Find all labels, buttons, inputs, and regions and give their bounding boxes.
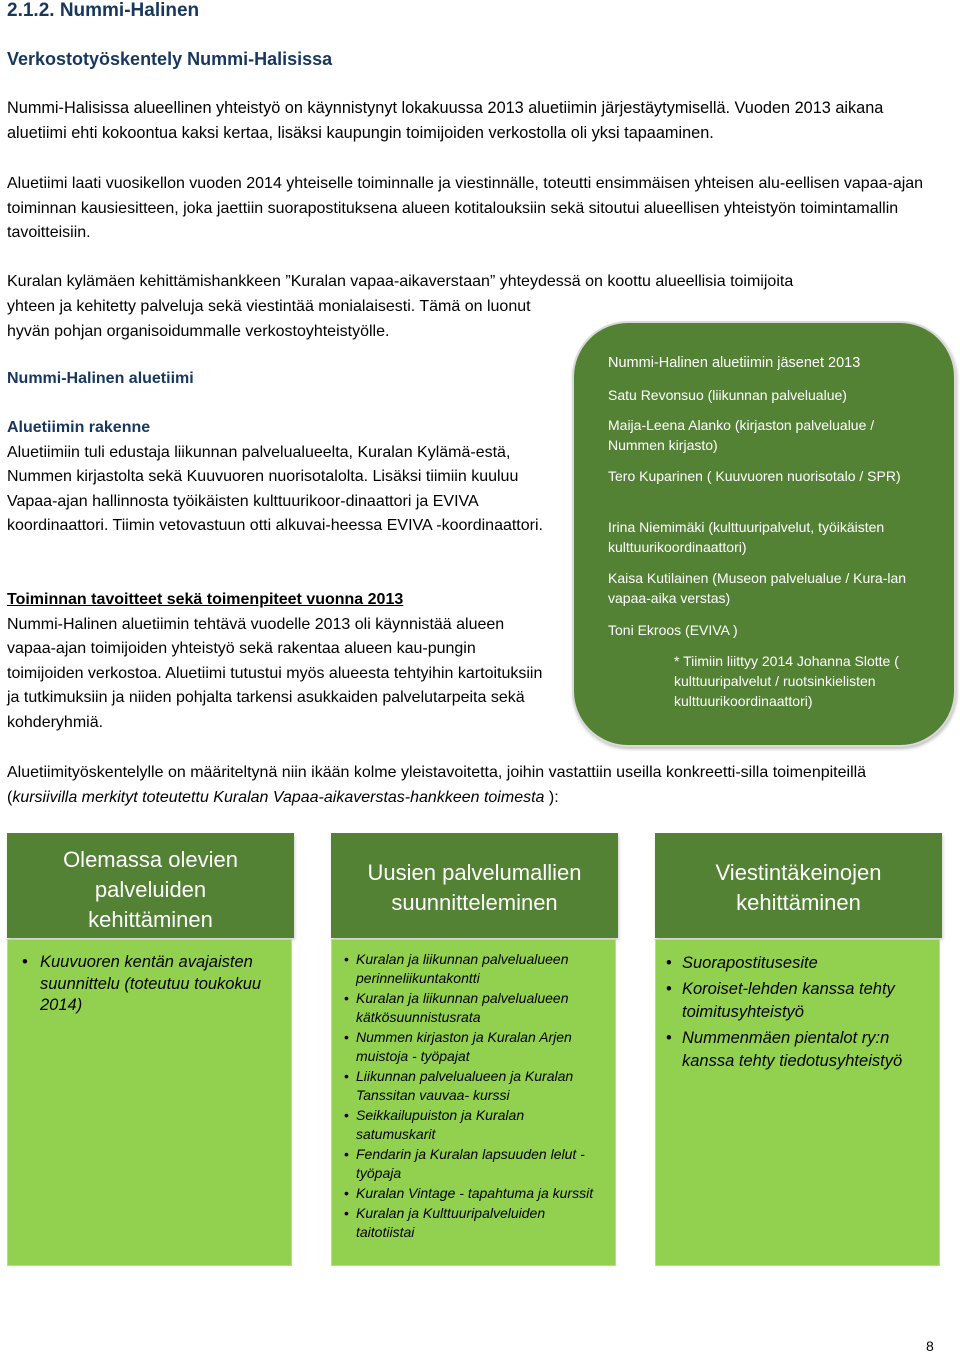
member-item: Tero Kuparinen ( Kuuvuoren nuorisotalo / SPR) (608, 468, 901, 484)
paragraph-project-cont: yhteen ja kehitetty palveluja sekä viestintää monialaisesti. Tämä on luonut hyvän pohjan organisoidummalle verkostoyhteistyölle. (7, 298, 531, 340)
paragraph-activities: Aluetiimi laati vuosikellon vuoden 2014 yhteiselle toiminnalle ja viestinnälle, toteutti ensimmäisen yhteisen alu-eellisen vapaa-ajan toiminnan kausiesitteen, joka jaettiin suorapostituksena alueen kotitalouksiin sekä sitoutui alueellisen yhteistyön toimintamallin tavoitteisiin. (7, 175, 924, 241)
paragraph-intro: Nummi-Halisissa alueellinen yhteistyö on käynnistynyt lokakuussa 2013 aluetiimin järjestäytymisellä. Vuoden 2013 aikana aluetiimi ehti kokoontua kaksi kertaa, lisäksi kaupungin toimijoiden verkostolla oli yksi tapaaminen. (7, 99, 884, 142)
goal-box-body-1 (7, 939, 292, 1266)
goals-text: Nummi-Halinen aluetiimin tehtävä vuodelle 2013 oli käynnistää alueen vapaa-ajan toimijoiden yhteistyö sekä rakentaa alueen kau-pungin toimijoiden verkostoa. Aluetiimi tutustui myös alueesta tehtyihin kartoituksiin ja tutkimuksiin ja niiden pohjalta tarkensi asukkaiden palvelutarpeita sekä kohderyhmiä. (7, 615, 543, 731)
goal-box-body-3 (655, 939, 940, 1266)
summary-text: Aluetiimityöskentelylle on määriteltynä niin ikään kolme yleistavoitetta, joihin vastattiin useilla konkreetti-silla toimenpiteillä (kursiivilla merkityt toteutettu Kuralan Vapaa-aikaverstas-hankkeen toimesta ): (7, 764, 867, 806)
goal-item: • Fendarin ja Kuralan lapsuuden lelut - työpaja (340, 1145, 605, 1183)
goal-item: • Koroiset-lehden kanssa tehty toimitusyhteistyö (666, 978, 931, 1024)
members-box (572, 321, 956, 747)
goal-item: • Kuuvuoren kentän avajaisten suunnittelu (toteutuu toukokuu 2014) (22, 952, 281, 1017)
members-title: Nummi-Halinen aluetiimin jäsenet 2013 (608, 355, 861, 371)
goal-box-heading-1: Olemassa olevien palveluiden kehittäminen (7, 833, 294, 938)
team-heading: Nummi-Halinen aluetiimi (7, 370, 194, 387)
goal-item: • Liikunnan palvelualueen ja Kuralan Tanssitan vauvaa- kurssi (340, 1067, 605, 1105)
paragraph-project: Kuralan kylämäen kehittämishankkeen ”Kuralan vapaa-aikaverstaan” yhteydessä on koottu alueellisia toimijoita (7, 273, 794, 290)
subtitle: Verkostotyöskentely Nummi-Halisissa (7, 49, 333, 69)
page-number: 8 (926, 1338, 934, 1354)
goal-item: • Kuralan ja liikunnan palvelualueen perinneliikuntakontti (340, 950, 605, 988)
goal-box-heading-2: Uusien palvelumallien suunnitteleminen (331, 833, 618, 938)
goals-heading: Toiminnan tavoitteet sekä toimenpiteet vuonna 2013 (7, 591, 404, 608)
summary-italic: kursiivilla merkityt toteutettu Kuralan Vapaa-aikaverstas-hankkeen toimesta (12, 788, 545, 806)
goal-item: • Seikkailupuiston ja Kuralan satumuskarit (340, 1106, 605, 1144)
goal-box-body-2 (331, 939, 616, 1266)
structure-text: Aluetiimiin tuli edustaja liikunnan palvelualueelta, Kuralan Kylämä-estä, Nummen kirjastolta sekä Kuuvuoren nuorisotalolta. Lisäksi tiimiin kuuluu Vapaa-ajan hallinnosta työikäisten kulttuurikoor-dinaattori ja EVIVA koordinaattori. Tiimin vetovastuun otti alkuvai-heessa EVIVA -koordinaattori. (7, 443, 543, 534)
members-footnote: * Tiimiin liittyy 2014 Johanna Slotte ( kulttuuripalvelut / ruotsinkielisten kulttuurikoordinaattori) (674, 653, 899, 709)
goals-section (7, 588, 555, 735)
member-item: Irina Niemimäki (kulttuuripalvelut, työikäisten kulttuurikoordinaattori) (608, 519, 885, 555)
goal-item: • Kuralan ja liikunnan palvelualueen kätkösuunnistusrata (340, 989, 605, 1027)
goal-item: • Kuralan Vintage - tapahtuma ja kurssit (340, 1184, 605, 1203)
structure-section (7, 416, 555, 539)
goal-item: • Kuralan ja Kulttuuripalveluiden taitotiistai (340, 1204, 605, 1242)
goal-box-heading-3: Viestintäkeinojen kehittäminen (655, 833, 942, 938)
goal-item: • Suorapostitusesite (666, 952, 931, 975)
member-item: Kaisa Kutilainen (Museon palvelualue / Kura-lan vapaa-aika verstas) (608, 570, 907, 606)
member-item: Maija-Leena Alanko (kirjaston palvelualue / Nummen kirjasto) (608, 417, 875, 453)
section-title: 2.1.2. Nummi-Halinen (7, 0, 200, 21)
goal-item: • Nummen kirjaston ja Kuralan Arjen muistoja - työpajat (340, 1028, 605, 1066)
structure-heading: Aluetiimin rakenne (7, 419, 151, 436)
member-item: Satu Revonsuo (liikunnan palvelualue) (608, 387, 847, 403)
goal-item: • Nummenmäen pientalot ry:n kanssa tehty tiedotusyhteistyö (666, 1027, 931, 1073)
member-item: Toni Ekroos (EVIVA ) (608, 622, 738, 638)
